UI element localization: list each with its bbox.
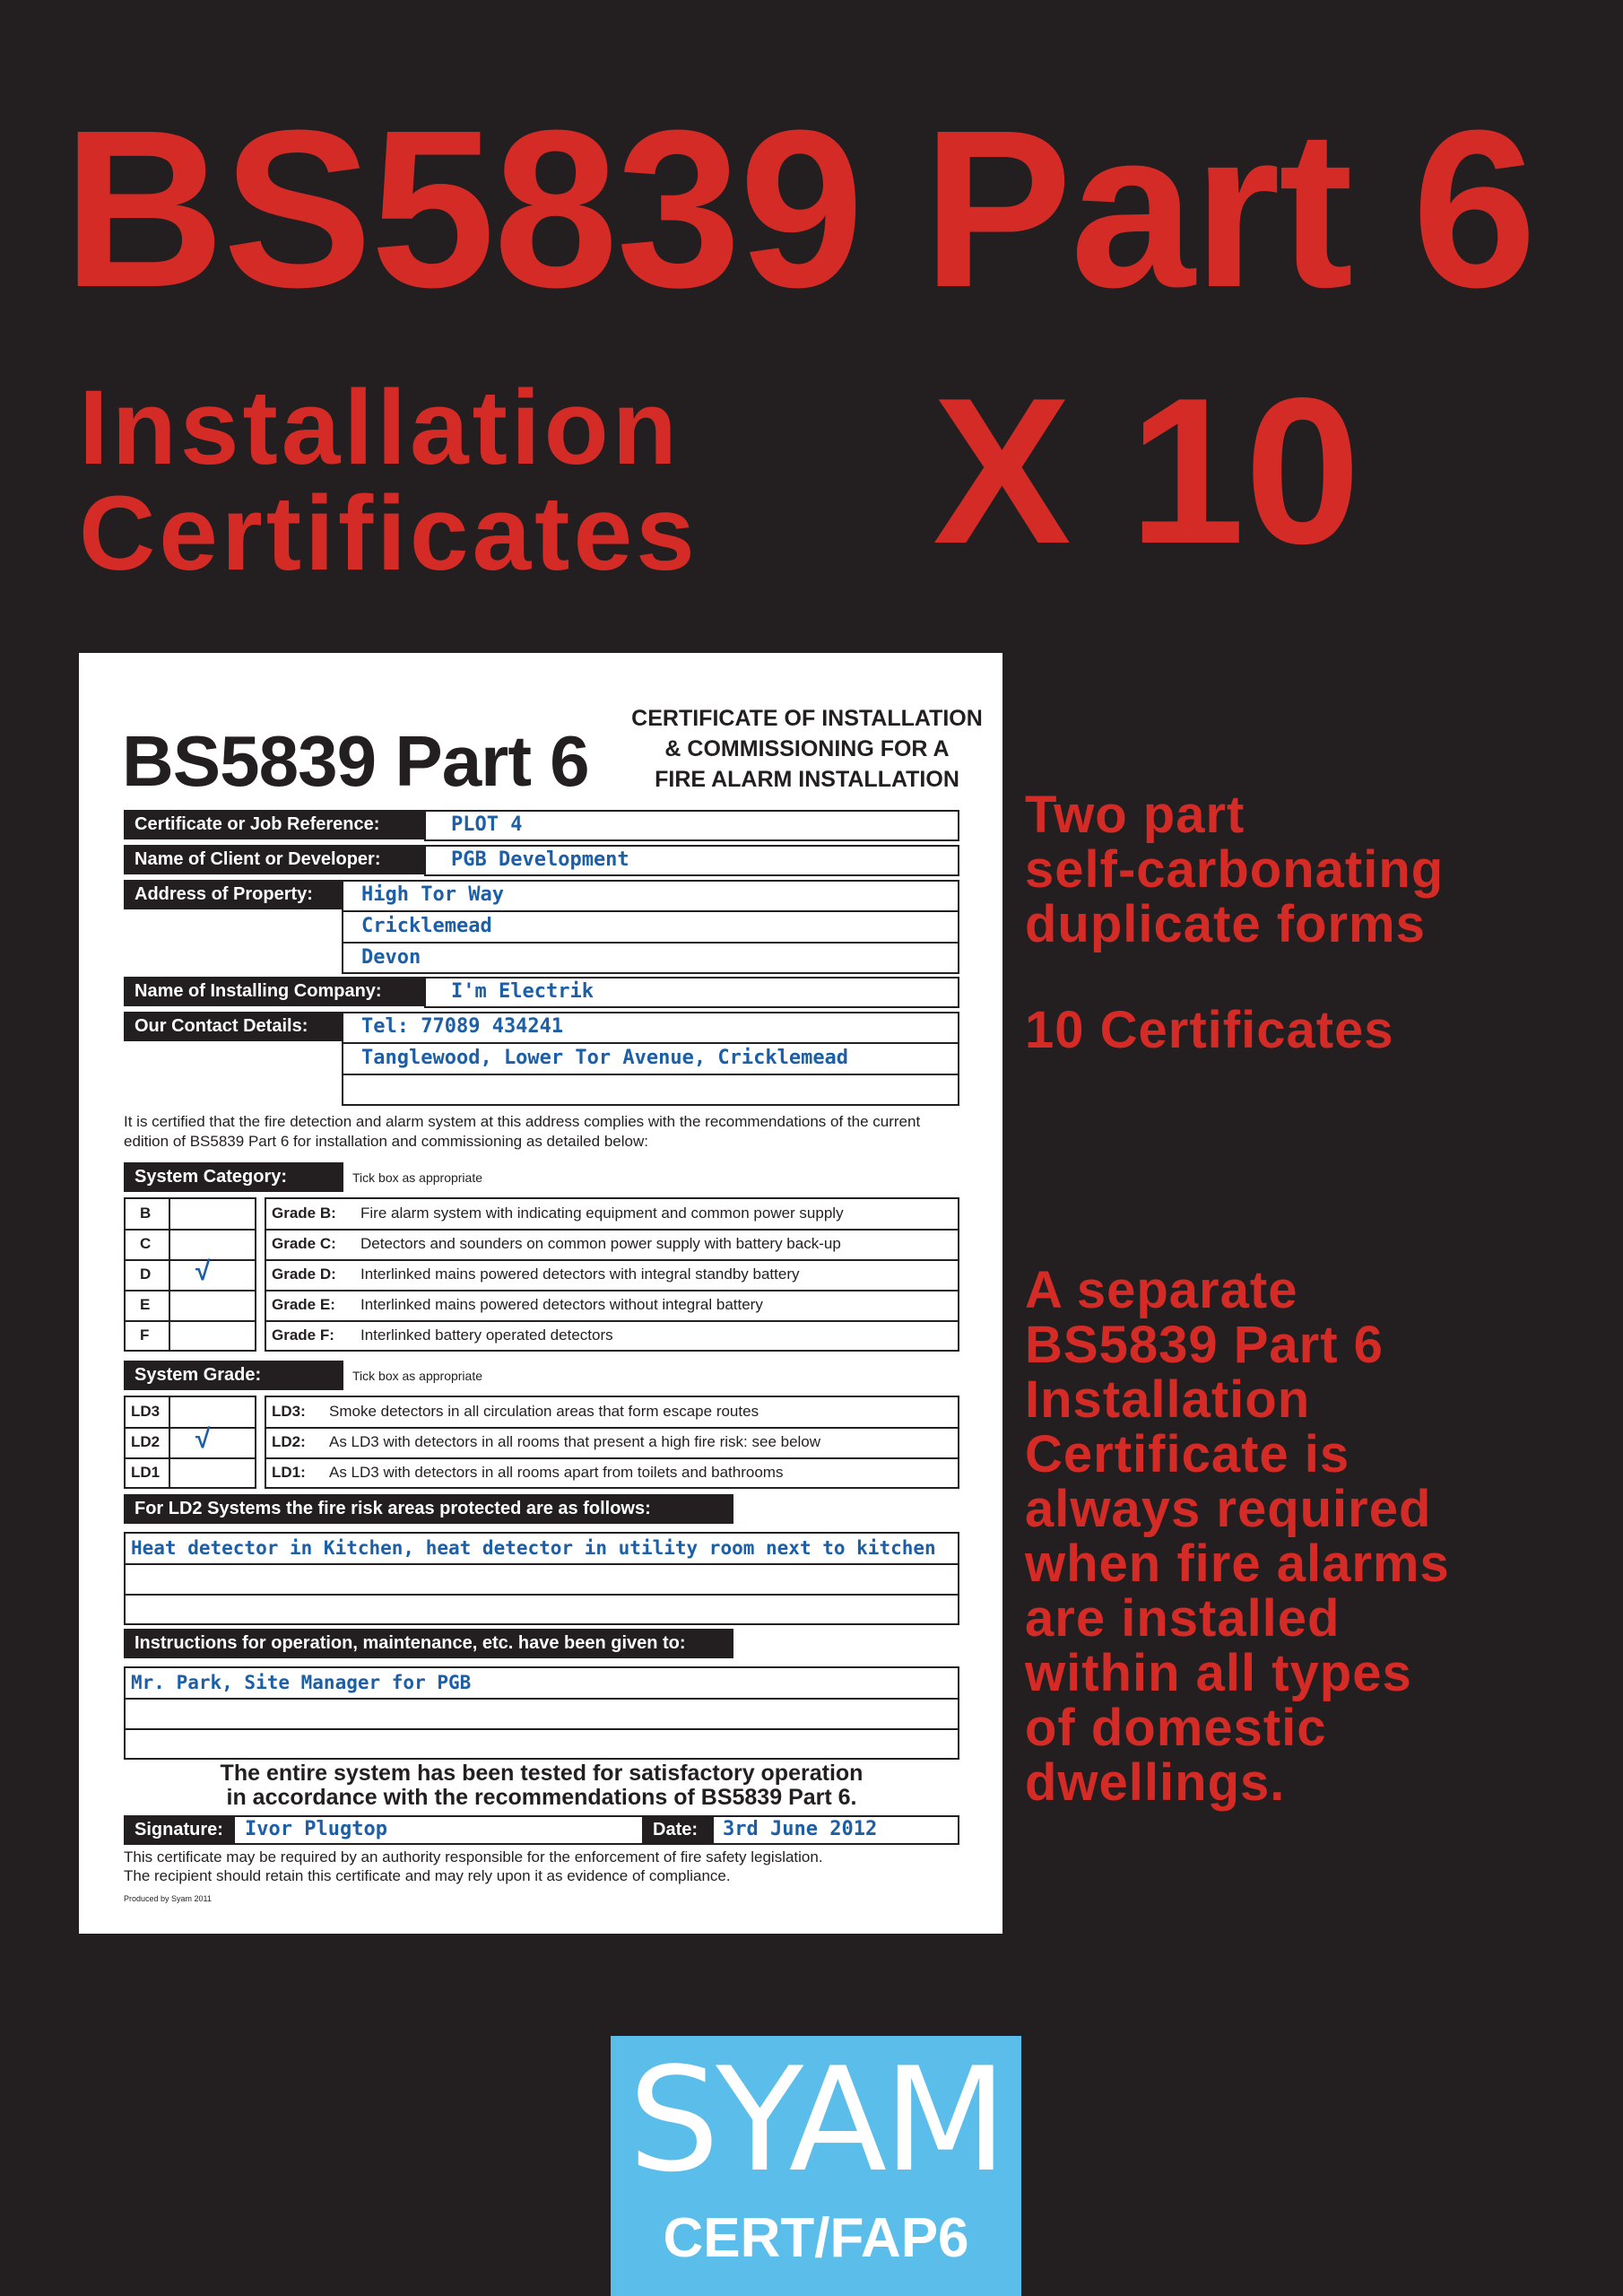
divider	[126, 1563, 958, 1565]
grade-codes	[124, 1396, 256, 1489]
produced-by: Produced by Syam 2011	[124, 1894, 212, 1903]
category-header	[124, 1162, 959, 1192]
grade-hint: Tick box as appropriate	[352, 1369, 482, 1383]
category-code: B	[140, 1205, 152, 1222]
date-label: Date:	[642, 1815, 714, 1845]
divider	[266, 1290, 958, 1292]
grade-item-description: As LD3 with detectors in all rooms apart from toilets and bathrooms	[329, 1464, 784, 1481]
form-description-line: self-carbonating	[1025, 840, 1445, 899]
client-row	[124, 845, 959, 878]
ld2-section	[124, 1494, 959, 1524]
certificate-title: BS5839 Part 6	[122, 721, 589, 801]
divider	[126, 1229, 255, 1231]
divider	[342, 942, 959, 944]
heading-line: & COMMISSIONING FOR A	[664, 736, 950, 761]
certificate-heading	[628, 703, 986, 795]
certification-statement: It is certified that the fire detection and alarm system at this address complies with the recommendations of the current edition of BS5839 Part 6 for installation and commissioning as detailed below:	[124, 1113, 921, 1150]
footer-line: This certificate may be required by an authority responsible for the enforcement of fire safety legislation.	[124, 1848, 823, 1866]
footer-note	[124, 1848, 967, 1885]
heading-line: CERTIFICATE OF INSTALLATION	[631, 706, 983, 731]
address-row	[124, 880, 959, 974]
divider	[126, 1427, 255, 1429]
category-code: E	[140, 1296, 151, 1313]
syam-logo	[611, 2036, 1021, 2296]
note-line: within all types	[1025, 1644, 1412, 1702]
job-reference-value: PLOT 4	[451, 813, 523, 836]
grade-item-label: LD3:	[272, 1403, 306, 1420]
hero-subtitle	[79, 369, 699, 593]
address-line: Cricklemead	[361, 915, 492, 937]
grade-item-description: Smoke detectors in all circulation areas that form escape routes	[329, 1403, 759, 1420]
grade-description: Interlinked mains powered detectors without integral battery	[360, 1296, 763, 1313]
grade-description: Detectors and sounders on common power supply with battery back-up	[360, 1235, 841, 1252]
note-line: when fire alarms	[1025, 1535, 1450, 1593]
grade-code: LD2	[131, 1433, 161, 1450]
instructions-section	[124, 1629, 959, 1658]
form-description	[1025, 787, 1444, 952]
certificate-sample	[79, 653, 1002, 1934]
category-code: C	[140, 1235, 152, 1252]
grade-description: Interlinked mains powered detectors with integral standby battery	[360, 1265, 800, 1283]
note-line: of domestic	[1025, 1699, 1327, 1757]
divider	[342, 1074, 959, 1075]
note-line: are installed	[1025, 1589, 1341, 1648]
note-line: always required	[1025, 1480, 1432, 1538]
divider	[266, 1259, 958, 1261]
category-codes	[124, 1197, 256, 1352]
hero-subtitle-line2: Certificates	[79, 474, 699, 593]
divider	[266, 1320, 958, 1322]
tested-line: in accordance with the recommendations of BS5839 Part 6.	[226, 1785, 857, 1810]
note-line: A separate	[1025, 1261, 1298, 1319]
grade-item-label: LD1:	[272, 1464, 306, 1481]
grade-label: Grade E:	[272, 1296, 335, 1313]
signature-value: Ivor Plugtop	[245, 1818, 387, 1840]
address-line: Devon	[361, 946, 421, 969]
divider	[126, 1320, 255, 1322]
grade-item-label: LD2:	[272, 1433, 306, 1450]
certificate-count: 10 Certificates	[1025, 1001, 1394, 1059]
brand-wordmark: SYAM	[628, 2036, 1004, 2204]
grade-label: Grade B:	[272, 1205, 336, 1222]
address-line: High Tor Way	[361, 883, 504, 906]
grade-label: Grade D:	[272, 1265, 336, 1283]
hero-title: BS5839 Part 6	[63, 83, 1535, 334]
divider	[169, 1397, 170, 1487]
divider	[342, 910, 959, 912]
divider	[266, 1229, 958, 1231]
job-reference-label: Certificate or Job Reference:	[124, 810, 424, 839]
category-hint: Tick box as appropriate	[352, 1170, 482, 1185]
divider	[266, 1457, 958, 1459]
instructions-value: Mr. Park, Site Manager for PGB	[131, 1672, 472, 1693]
grade-section-label: System Grade:	[124, 1361, 343, 1390]
instructions-label: Instructions for operation, maintenance, etc. have been given to:	[124, 1629, 733, 1658]
installer-row	[124, 977, 959, 1010]
client-value: PGB Development	[451, 848, 629, 871]
grade-label: Grade F:	[272, 1326, 334, 1344]
grade-description: Interlinked battery operated detectors	[360, 1326, 613, 1344]
contact-line: Tanglewood, Lower Tor Avenue, Cricklemead	[361, 1047, 849, 1069]
checkmark-icon: √	[195, 1424, 211, 1454]
divider	[126, 1290, 255, 1292]
form-description-line: Two part	[1025, 786, 1245, 844]
category-label: System Category:	[124, 1162, 343, 1192]
category-code: D	[140, 1265, 152, 1283]
divider	[266, 1427, 958, 1429]
divider	[126, 1698, 958, 1700]
checkmark-icon: √	[195, 1257, 211, 1286]
heading-line: FIRE ALARM INSTALLATION	[655, 767, 959, 792]
grade-header	[124, 1361, 959, 1390]
divider	[342, 1042, 959, 1044]
ld2-field	[124, 1532, 959, 1625]
grade-code: LD1	[131, 1464, 161, 1481]
note-line: dwellings.	[1025, 1753, 1286, 1812]
category-code: F	[140, 1326, 150, 1344]
category-descriptions	[265, 1197, 959, 1352]
note-line: Certificate is	[1025, 1425, 1350, 1483]
contact-row	[124, 1012, 959, 1106]
address-label: Address of Property:	[124, 880, 342, 909]
divider	[169, 1199, 170, 1350]
signature-row	[124, 1815, 959, 1845]
divider	[126, 1728, 958, 1730]
note-line: BS5839 Part 6	[1025, 1316, 1384, 1374]
tested-statement	[124, 1761, 959, 1810]
tested-line: The entire system has been tested for satisfactory operation	[220, 1761, 864, 1786]
quantity-label: X 10	[933, 355, 1361, 587]
grade-item-description: As LD3 with detectors in all rooms that present a high fire risk: see below	[329, 1433, 821, 1450]
footer-line: The recipient should retain this certificate and may rely upon it as evidence of compliance.	[124, 1867, 731, 1884]
ld2-label: For LD2 Systems the fire risk areas protected are as follows:	[124, 1494, 733, 1524]
signature-label: Signature:	[124, 1815, 233, 1845]
divider	[126, 1259, 255, 1261]
instructions-field	[124, 1666, 959, 1760]
divider	[126, 1457, 255, 1459]
ld2-value: Heat detector in Kitchen, heat detector in utility room next to kitchen	[131, 1537, 936, 1559]
note-line: Installation	[1025, 1370, 1311, 1429]
installer-value: I'm Electrik	[451, 980, 594, 1003]
installer-label: Name of Installing Company:	[124, 977, 424, 1006]
grade-code: LD3	[131, 1403, 161, 1420]
contact-label: Our Contact Details:	[124, 1012, 342, 1041]
date-value: 3rd June 2012	[723, 1818, 878, 1840]
client-label: Name of Client or Developer:	[124, 845, 424, 874]
requirement-note	[1025, 1263, 1450, 1810]
grade-description: Fire alarm system with indicating equipment and common power supply	[360, 1205, 844, 1222]
grade-descriptions	[265, 1396, 959, 1489]
form-description-line: duplicate forms	[1025, 895, 1426, 953]
job-reference-row	[124, 810, 959, 843]
contact-line: Tel: 77089 434241	[361, 1015, 564, 1038]
product-code: CERT/FAP6	[663, 2207, 969, 2269]
divider	[126, 1594, 958, 1596]
grade-label: Grade C:	[272, 1235, 336, 1252]
hero-subtitle-line1: Installation	[79, 369, 681, 487]
